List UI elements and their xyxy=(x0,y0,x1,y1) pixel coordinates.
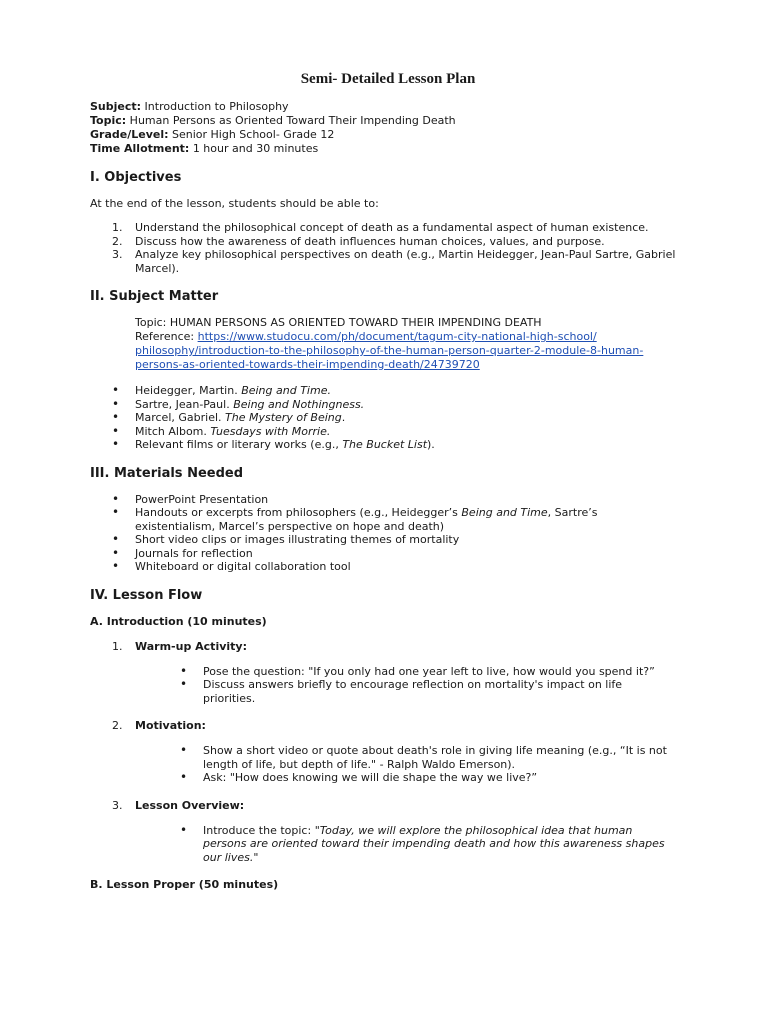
source-item: • Heidegger, Martin. Being and Time. xyxy=(90,384,676,398)
time-line xyxy=(90,142,676,156)
subject-label: Subject: xyxy=(90,100,142,113)
overview-bullet: • Introduce the topic: "Today, we will explore the philosophical idea that human persons are oriented toward their impending death and how this awareness shapes our lives." xyxy=(90,824,676,865)
material-item: • Journals for reflection xyxy=(90,547,676,561)
subject-value: Introduction to Philosophy xyxy=(144,100,289,113)
topic-line xyxy=(90,114,676,128)
objective-text: Understand the philosophical concept of death as a fundamental aspect of human existence. xyxy=(135,221,649,234)
lesson-proper-heading: B. Lesson Proper (50 minutes) xyxy=(90,878,279,891)
materials-list xyxy=(90,493,676,574)
material-item: • Short video clips or images illustrating themes of mortality xyxy=(90,533,676,547)
source-item: • Marcel, Gabriel. The Mystery of Being. xyxy=(90,411,676,425)
source-item: • Relevant films or literary works (e.g., The Bucket List). xyxy=(90,438,676,452)
objectives-heading: I. Objectives xyxy=(90,170,182,185)
lesson-meta xyxy=(90,100,676,156)
objective-item: 3. Analyze key philosophical perspectives on death (e.g., Martin Heidegger, Jean-Paul Sartre, Gabriel Marcel). xyxy=(112,248,676,275)
topic-label: Topic: xyxy=(90,114,127,127)
overview-bullets xyxy=(90,824,676,865)
grade-label: Grade/Level: xyxy=(90,128,169,141)
material-item: • Handouts or excerpts from philosophers (e.g., Heidegger’s Being and Time, Sartre’s existentialism, Marcel’s perspective on hope and death) xyxy=(90,506,676,533)
reference-label: Reference: xyxy=(135,330,198,343)
grade-line xyxy=(90,128,676,142)
overview-label: Lesson Overview: xyxy=(135,798,245,812)
materials-heading: III. Materials Needed xyxy=(90,465,244,481)
topic-value: Human Persons as Oriented Toward Their Impending Death xyxy=(129,114,456,127)
subject-matter-topic: Topic: HUMAN PERSONS AS ORIENTED TOWARD THEIR IMPENDING DEATH xyxy=(135,316,542,329)
time-value: 1 hour and 30 minutes xyxy=(192,142,319,155)
motivation-label: Motivation: xyxy=(135,719,206,732)
lesson-flow-heading: IV. Lesson Flow xyxy=(90,587,203,603)
motivation-step: 2. Motivation: xyxy=(112,719,206,732)
grade-value: Senior High School- Grade 12 xyxy=(172,128,335,141)
motivation-bullets xyxy=(90,744,676,785)
subject-matter-heading: II. Subject Matter xyxy=(90,289,219,304)
objective-text: Discuss how the awareness of death influences human choices, values, and purpose. xyxy=(135,234,605,248)
reference-link[interactable]: https://www.studocu.com/ph/document/tagum-city-national-high-school/ philosophy/introduction-to-the-philosophy-of-the-human-person-quarter-2-module-8-human- persons-as-oriented-towards-their-impending-death/24739720 xyxy=(135,330,644,371)
material-item: • PowerPoint Presentation xyxy=(90,493,676,507)
subject-matter-block xyxy=(90,316,676,372)
objectives-list xyxy=(90,221,676,275)
introduction-heading: A. Introduction (10 minutes) xyxy=(90,614,267,628)
subject-line xyxy=(90,100,676,114)
objectives-intro: At the end of the lesson, students should be able to: xyxy=(90,197,379,210)
warmup-bullets xyxy=(90,665,676,706)
warmup-step: 1. Warm-up Activity: xyxy=(112,639,247,653)
document-title: Semi- Detailed Lesson Plan xyxy=(300,71,476,87)
motivation-bullet: • Ask: "How does knowing we will die shape the way we live?” xyxy=(90,771,676,785)
warmup-label: Warm-up Activity: xyxy=(135,639,247,653)
time-label: Time Allotment: xyxy=(90,142,190,155)
warmup-bullet: • Pose the question: "If you only had one year left to live, how would you spend it?” xyxy=(90,665,676,679)
objective-item: 2. Discuss how the awareness of death influences human choices, values, and purpose. xyxy=(112,234,605,248)
warmup-bullet: • Discuss answers briefly to encourage reflection on mortality's impact on life priorities. xyxy=(90,678,676,705)
objective-text: Analyze key philosophical perspectives on death (e.g., Martin Heidegger, Jean-Paul Sartre, Gabriel Marcel). xyxy=(135,248,676,275)
material-item: • Whiteboard or digital collaboration tool xyxy=(90,560,676,574)
reference-line xyxy=(135,330,676,372)
overview-step: 3. Lesson Overview: xyxy=(112,798,245,812)
source-item: • Sartre, Jean-Paul. Being and Nothingness. xyxy=(90,398,676,412)
source-item: • Mitch Albom. Tuesdays with Morrie. xyxy=(90,425,676,439)
motivation-bullet: • Show a short video or quote about death's role in giving life meaning (e.g., “It is not length of life, but depth of life." - Ralph Waldo Emerson). xyxy=(90,744,676,771)
sources-list xyxy=(90,384,676,452)
objective-item: 1. Understand the philosophical concept of death as a fundamental aspect of human existence. xyxy=(112,221,649,234)
